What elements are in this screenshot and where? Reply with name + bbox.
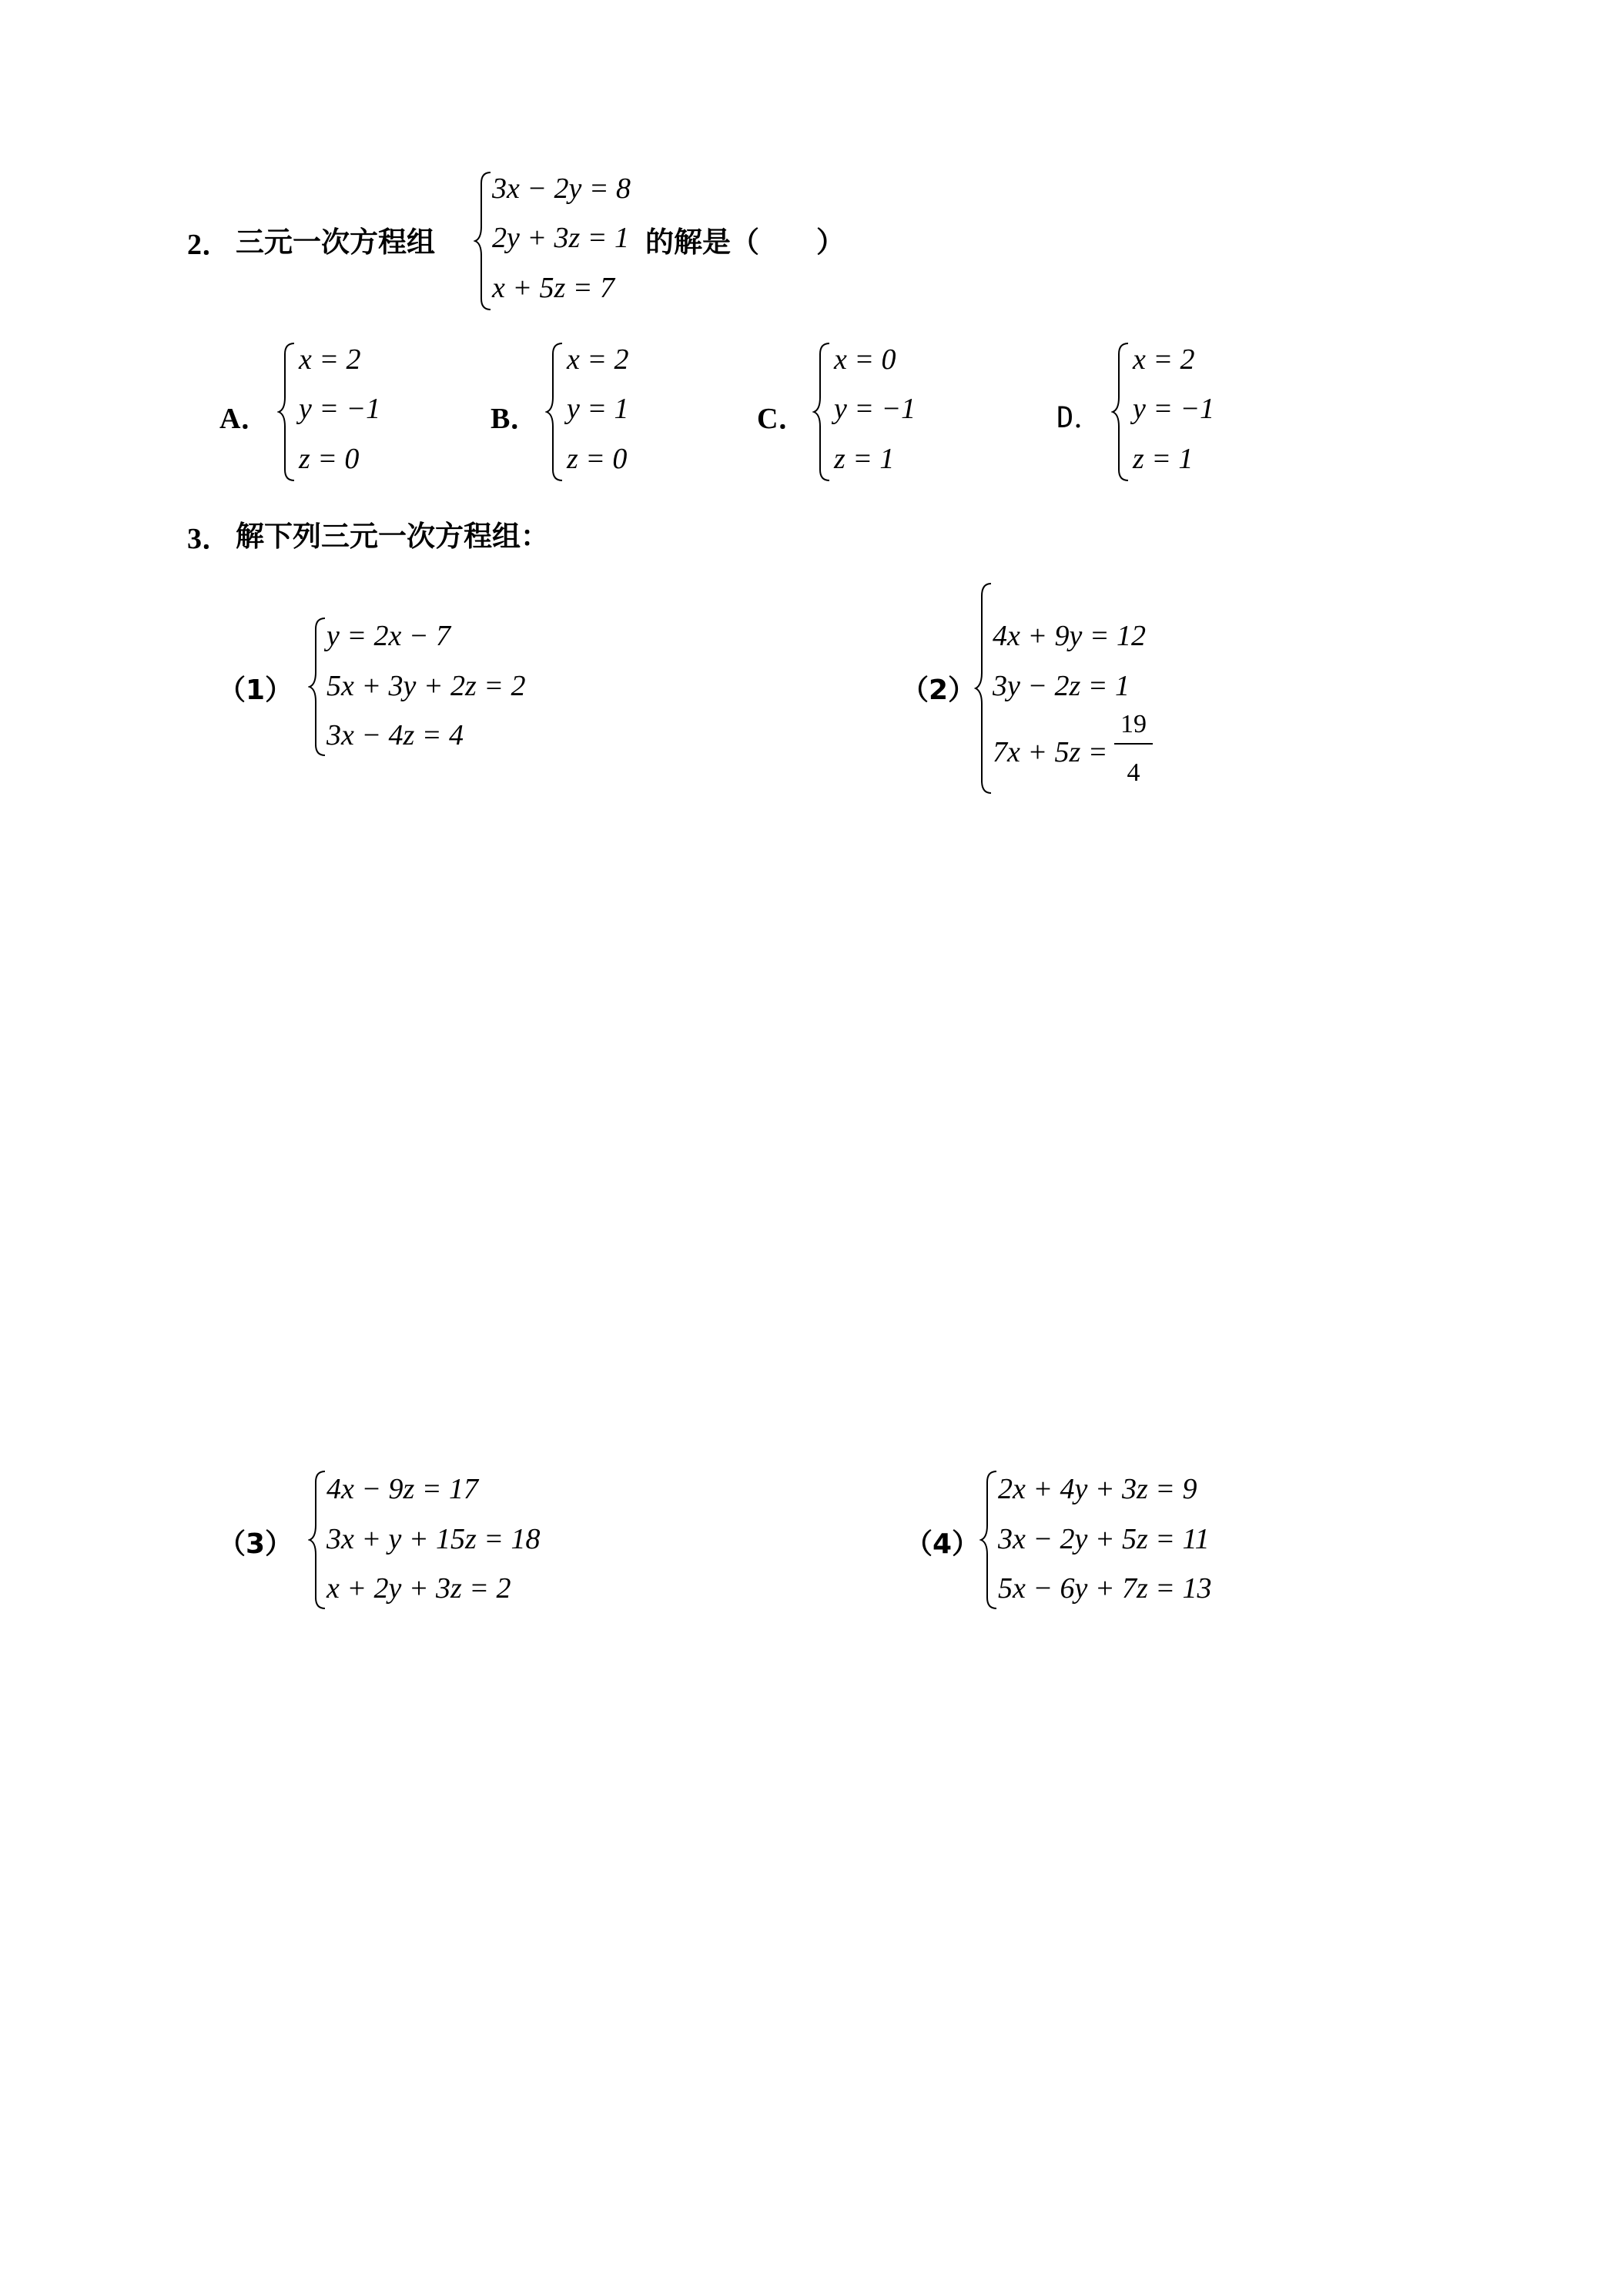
equation: y = −1 xyxy=(299,393,381,425)
fraction-numerator: 19 xyxy=(1120,710,1147,738)
part-3-system xyxy=(308,1467,585,1613)
equation: 5x − 6y + 7z = 13 xyxy=(998,1572,1212,1605)
equation: 3x − 4z = 4 xyxy=(326,719,464,751)
equation: x + 5z = 7 xyxy=(492,272,614,304)
equation: 2y + 3z = 1 xyxy=(492,222,629,254)
fraction-denominator: 4 xyxy=(1127,758,1140,787)
option-a-system[interactable] xyxy=(277,339,424,485)
option-d-system[interactable] xyxy=(1111,339,1257,485)
equation: 2x + 4y + 3z = 9 xyxy=(998,1473,1197,1505)
left-brace-icon xyxy=(1111,339,1134,485)
option-c-label[interactable]: C． xyxy=(757,403,808,435)
question-3-prompt: 解下列三元一次方程组： xyxy=(236,520,549,553)
equation: x = 0 xyxy=(834,343,896,376)
equation: 4x − 9z = 17 xyxy=(326,1473,478,1505)
equation: 5x + 3y + 2z = 2 xyxy=(326,670,526,702)
question-2-prompt-suffix: 的解是（ ） xyxy=(645,226,845,259)
question-2-prompt: 三元一次方程组 xyxy=(236,226,435,259)
equation: y = −1 xyxy=(834,393,916,425)
equation: 3y − 2z = 1 xyxy=(993,670,1130,702)
equation: x + 2y + 3z = 2 xyxy=(326,1572,511,1605)
option-a-label[interactable]: A． xyxy=(219,403,270,435)
equation: 3x − 2y + 5z = 11 xyxy=(998,1523,1210,1555)
equation: z = 0 xyxy=(567,443,628,475)
part-4-label: （4） xyxy=(905,1528,980,1560)
equation: z = 1 xyxy=(1133,443,1194,475)
equation: 7x + 5z = xyxy=(993,736,1108,768)
option-d-label[interactable]: D． xyxy=(1056,401,1103,434)
question-3-number: 3． xyxy=(187,523,232,555)
equation: z = 0 xyxy=(299,443,360,475)
left-brace-icon xyxy=(277,339,300,485)
option-b-label[interactable]: B． xyxy=(491,403,540,435)
equation: x = 2 xyxy=(567,343,629,376)
equation: y = −1 xyxy=(1133,393,1215,425)
equation: 4x + 9y = 12 xyxy=(993,620,1147,652)
equation: 3x − 2y = 8 xyxy=(492,172,631,205)
left-brace-icon xyxy=(545,339,568,485)
part-2-system xyxy=(974,579,1221,798)
part-2-label: （2） xyxy=(901,674,976,706)
equation: y = 1 xyxy=(567,393,629,425)
left-brace-icon xyxy=(812,339,835,485)
part-4-system xyxy=(979,1467,1272,1613)
part-1-label: （1） xyxy=(218,674,293,706)
equation: y = 2x − 7 xyxy=(326,620,451,652)
part-3-label: （3） xyxy=(218,1528,293,1560)
option-b-system[interactable] xyxy=(545,339,691,485)
equation: x = 2 xyxy=(299,343,361,376)
equation: z = 1 xyxy=(834,443,895,475)
question-2-number: 2． xyxy=(187,229,232,261)
part-1-system xyxy=(308,614,570,760)
equation: x = 2 xyxy=(1133,343,1195,376)
option-c-system[interactable] xyxy=(812,339,959,485)
fraction-bar xyxy=(1114,743,1153,745)
equation: 3x + y + 15z = 18 xyxy=(326,1523,541,1555)
